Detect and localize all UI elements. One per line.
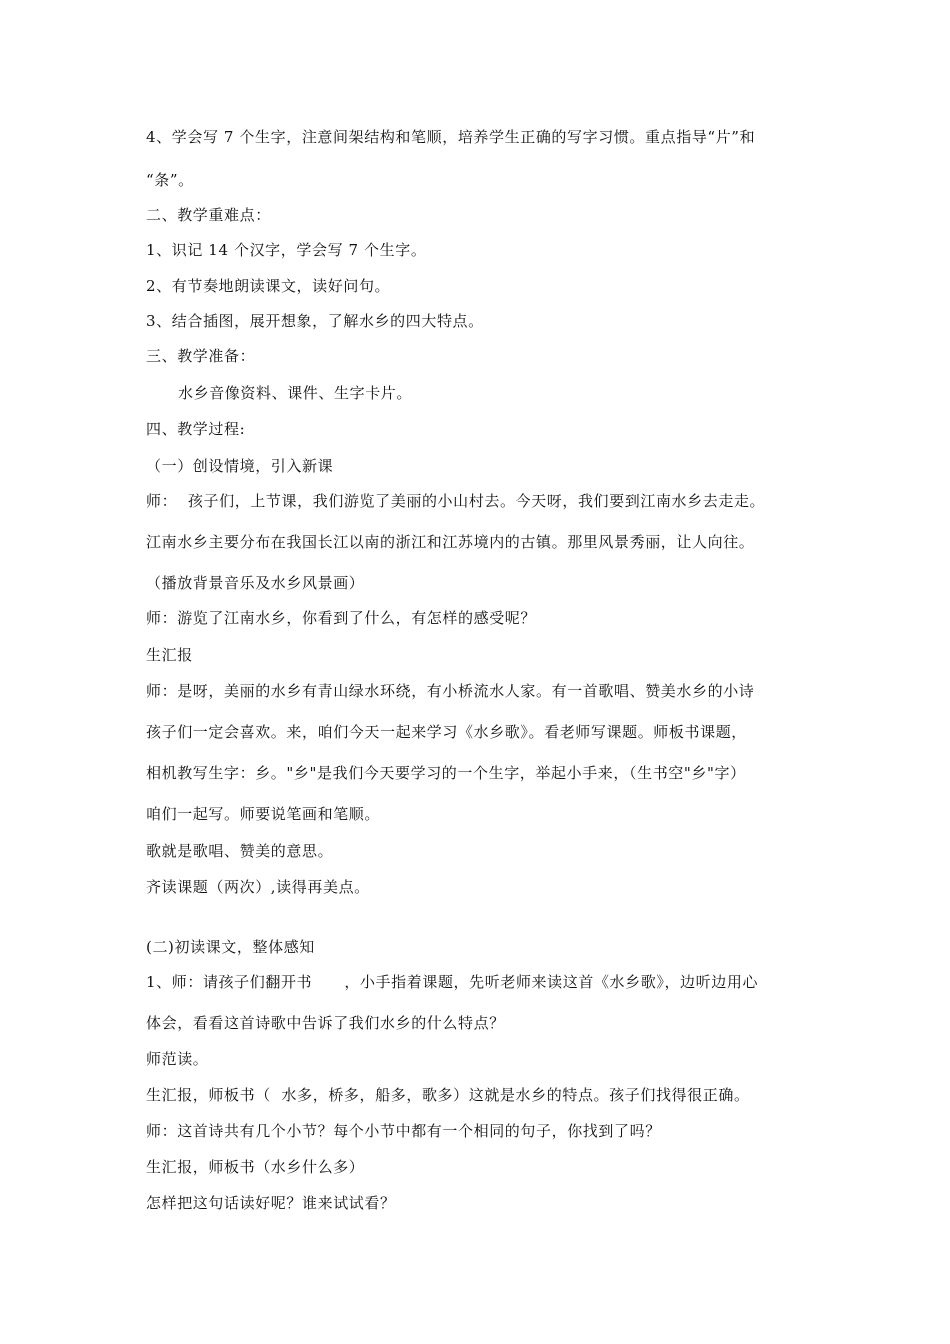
text-line: 水乡音像资料、课件、生字卡片。 [178, 384, 413, 402]
section-heading: 四、教学过程: [146, 420, 246, 438]
text-line: 师：是呀，美丽的水乡有青山绿水环绕，有小桥流水人家。有一首歌唱、赞美水乡的小诗 [146, 682, 755, 700]
subsection-heading: (二)初读课文，整体感知 [146, 938, 315, 956]
text-line: “条”。 [146, 171, 194, 189]
text-line: 师：游览了江南水乡，你看到了什么，有怎样的感受呢？ [146, 609, 537, 627]
text-line: 生汇报 [146, 646, 193, 664]
text-line: 2、有节奏地朗读课文，读好问句。 [146, 277, 391, 295]
text-line: 4、学会写 7 个生字，注意间架结构和笔顺，培养学生正确的写字习惯。重点指导“片”和 [146, 128, 756, 146]
text-line: 3、结合插图，展开想象，了解水乡的四大特点。 [146, 312, 484, 330]
text-line: 江南水乡主要分布在我国长江以南的浙江和江苏境内的古镇。那里风景秀丽，让人向往。 [146, 533, 755, 551]
text-line: 师：这首诗共有几个小节？每个小节中都有一个相同的句子，你找到了吗？ [146, 1122, 661, 1140]
text-line: 1、识记 14 个汉字，学会写 7 个生字。 [146, 241, 427, 259]
text-line: 生汇报，师板书（ 水多，桥多，船多，歌多）这就是水乡的特点。孩子们找得很正确。 [146, 1086, 750, 1104]
subsection-heading: （一）创设情境，引入新课 [146, 457, 334, 475]
text-line: 师： 孩子们，上节课，我们游览了美丽的小山村去。今天呀，我们要到江南水乡去走走。 [146, 492, 766, 510]
section-heading: 二、教学重难点： [146, 206, 271, 224]
text-line: 咱们一起写。师要说笔画和笔顺。 [146, 805, 381, 823]
text-line: 相机教写生字：乡。"乡"是我们今天要学习的一个生字，举起小手来，（生书空"乡"字） [146, 764, 746, 782]
section-heading: 三、教学准备： [146, 347, 256, 365]
text-line: 1、师：请孩子们翻开书 ，小手指着课题，先听老师来读这首《水乡歌》，边听边用心 [146, 973, 759, 991]
text-line: 怎样把这句话读好呢？谁来试试看？ [146, 1194, 396, 1212]
text-line: 师范读。 [146, 1050, 209, 1068]
text-line: 体会，看看这首诗歌中告诉了我们水乡的什么特点？ [146, 1014, 505, 1032]
text-line: 孩子们一定会喜欢。来，咱们今天一起来学习《水乡歌》。看老师写课题。师板书课题， [146, 723, 747, 741]
text-line: 生汇报，师板书（水乡什么多） [146, 1158, 365, 1176]
text-line: 齐读课题（两次）,读得再美点。 [146, 878, 370, 896]
text-line: （播放背景音乐及水乡风景画） [146, 574, 365, 592]
text-line: 歌就是歌唱、赞美的意思。 [146, 842, 334, 860]
